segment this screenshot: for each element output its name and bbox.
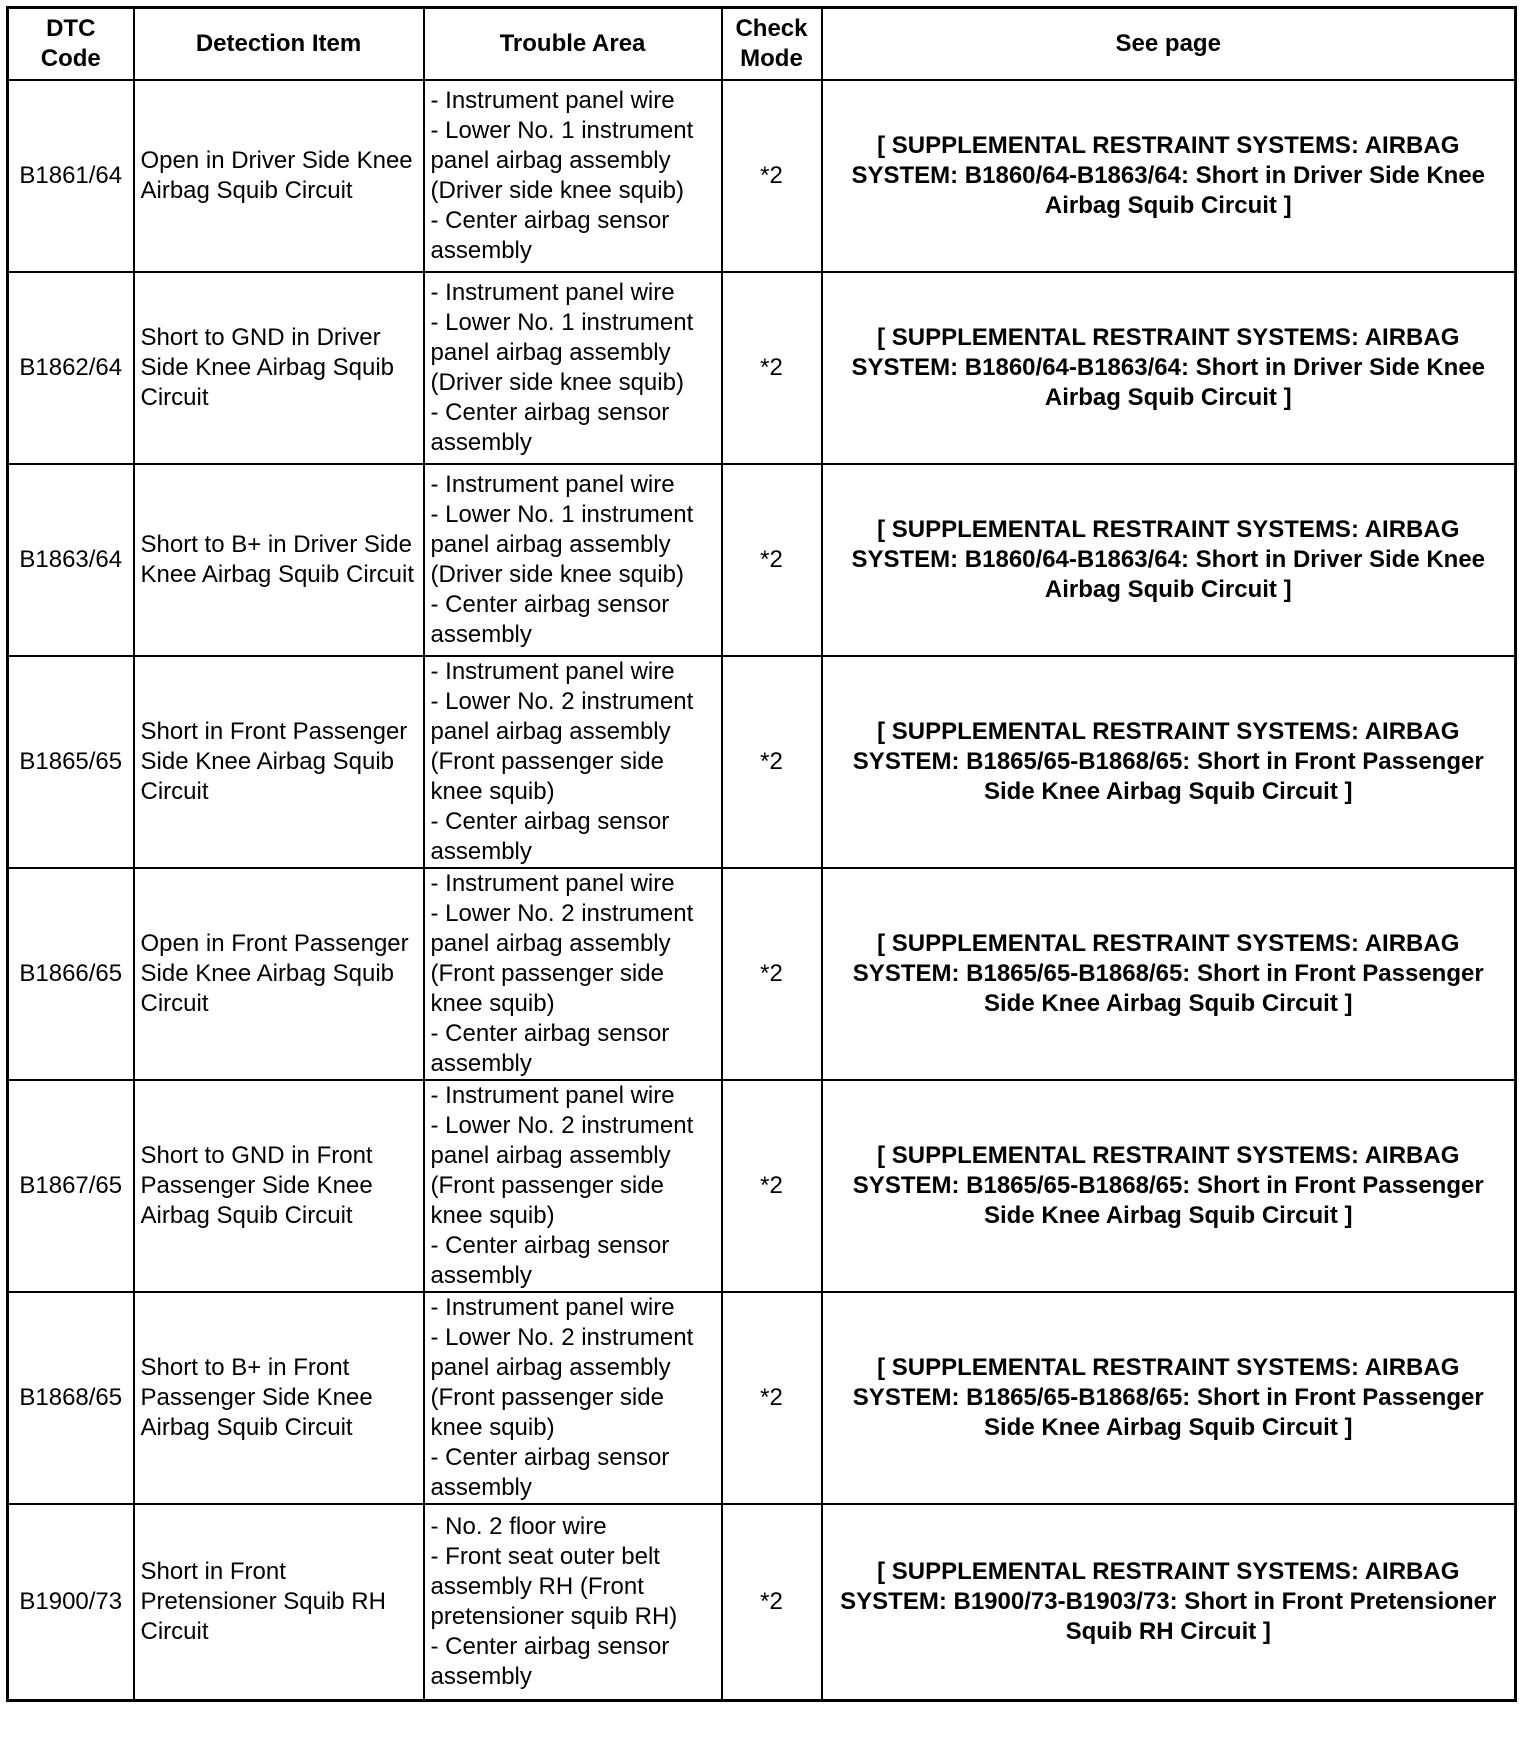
check-mode-cell: *2 — [722, 1504, 822, 1700]
detection-item-cell: Short to GND in Driver Side Knee Airbag Squib Circuit — [134, 272, 424, 464]
header-row — [8, 8, 1516, 81]
check-mode-cell: *2 — [722, 272, 822, 464]
trouble-area-cell: - Instrument panel wire - Lower No. 2 instrument panel airbag assembly (Front passenger side knee squib) - Center airbag sensor assembly — [424, 1292, 722, 1504]
detection-item-cell: Short to B+ in Driver Side Knee Airbag Squib Circuit — [134, 464, 424, 656]
header-detection-item: Detection Item — [134, 8, 424, 81]
detection-item-cell: Short in Front Pretensioner Squib RH Circuit — [134, 1504, 424, 1700]
table-row — [8, 1080, 1516, 1292]
detection-item-cell: Open in Driver Side Knee Airbag Squib Circuit — [134, 80, 424, 272]
table-row — [8, 1292, 1516, 1504]
dtc-code-cell: B1867/65 — [8, 1080, 134, 1292]
table-body — [8, 80, 1516, 1700]
header-dtc-code: DTC Code — [8, 8, 134, 81]
table-header — [8, 8, 1516, 81]
dtc-code-cell: B1863/64 — [8, 464, 134, 656]
see-page-cell[interactable]: [ SUPPLEMENTAL RESTRAINT SYSTEMS: AIRBAG SYSTEM: B1860/64-B1863/64: Short in Driver Side Knee Airbag Squib Circuit ] — [822, 80, 1516, 272]
trouble-area-cell: - Instrument panel wire - Lower No. 1 instrument panel airbag assembly (Driver side knee squib) - Center airbag sensor assembly — [424, 464, 722, 656]
dtc-code-cell: B1861/64 — [8, 80, 134, 272]
detection-item-cell: Open in Front Passenger Side Knee Airbag Squib Circuit — [134, 868, 424, 1080]
trouble-area-cell: - Instrument panel wire - Lower No. 2 instrument panel airbag assembly (Front passenger side knee squib) - Center airbag sensor assembly — [424, 1080, 722, 1292]
dtc-code-cell: B1868/65 — [8, 1292, 134, 1504]
trouble-area-cell: - Instrument panel wire - Lower No. 2 instrument panel airbag assembly (Front passenger side knee squib) - Center airbag sensor assembly — [424, 868, 722, 1080]
see-page-cell[interactable]: [ SUPPLEMENTAL RESTRAINT SYSTEMS: AIRBAG SYSTEM: B1900/73-B1903/73: Short in Front Pretensioner Squib RH Circuit ] — [822, 1504, 1516, 1700]
check-mode-cell: *2 — [722, 80, 822, 272]
detection-item-cell: Short in Front Passenger Side Knee Airbag Squib Circuit — [134, 656, 424, 868]
see-page-cell[interactable]: [ SUPPLEMENTAL RESTRAINT SYSTEMS: AIRBAG SYSTEM: B1860/64-B1863/64: Short in Driver Side Knee Airbag Squib Circuit ] — [822, 272, 1516, 464]
header-check-mode: Check Mode — [722, 8, 822, 81]
trouble-area-cell: - No. 2 floor wire - Front seat outer belt assembly RH (Front pretensioner squib RH) - Center airbag sensor assembly — [424, 1504, 722, 1700]
detection-item-cell: Short to B+ in Front Passenger Side Knee Airbag Squib Circuit — [134, 1292, 424, 1504]
dtc-code-cell: B1862/64 — [8, 272, 134, 464]
dtc-document — [6, 6, 1514, 1738]
dtc-code-cell: B1865/65 — [8, 656, 134, 868]
check-mode-cell: *2 — [722, 1080, 822, 1292]
trouble-area-cell: - Instrument panel wire - Lower No. 2 instrument panel airbag assembly (Front passenger side knee squib) - Center airbag sensor assembly — [424, 656, 722, 868]
dtc-table — [6, 6, 1517, 1702]
dtc-code-cell: B1866/65 — [8, 868, 134, 1080]
check-mode-cell: *2 — [722, 868, 822, 1080]
table-row — [8, 656, 1516, 868]
table-row — [8, 868, 1516, 1080]
see-page-cell[interactable]: [ SUPPLEMENTAL RESTRAINT SYSTEMS: AIRBAG SYSTEM: B1865/65-B1868/65: Short in Front Passenger Side Knee Airbag Squib Circuit ] — [822, 656, 1516, 868]
check-mode-cell: *2 — [722, 656, 822, 868]
see-page-cell[interactable]: [ SUPPLEMENTAL RESTRAINT SYSTEMS: AIRBAG SYSTEM: B1860/64-B1863/64: Short in Driver Side Knee Airbag Squib Circuit ] — [822, 464, 1516, 656]
see-page-cell[interactable]: [ SUPPLEMENTAL RESTRAINT SYSTEMS: AIRBAG SYSTEM: B1865/65-B1868/65: Short in Front Passenger Side Knee Airbag Squib Circuit ] — [822, 1292, 1516, 1504]
detection-item-cell: Short to GND in Front Passenger Side Knee Airbag Squib Circuit — [134, 1080, 424, 1292]
header-see-page: See page — [822, 8, 1516, 81]
see-page-cell[interactable]: [ SUPPLEMENTAL RESTRAINT SYSTEMS: AIRBAG SYSTEM: B1865/65-B1868/65: Short in Front Passenger Side Knee Airbag Squib Circuit ] — [822, 1080, 1516, 1292]
trouble-area-cell: - Instrument panel wire - Lower No. 1 instrument panel airbag assembly (Driver side knee squib) - Center airbag sensor assembly — [424, 272, 722, 464]
trouble-area-cell: - Instrument panel wire - Lower No. 1 instrument panel airbag assembly (Driver side knee squib) - Center airbag sensor assembly — [424, 80, 722, 272]
check-mode-cell: *2 — [722, 464, 822, 656]
table-row — [8, 272, 1516, 464]
header-trouble-area: Trouble Area — [424, 8, 722, 81]
table-row — [8, 464, 1516, 656]
table-row — [8, 1504, 1516, 1700]
see-page-cell[interactable]: [ SUPPLEMENTAL RESTRAINT SYSTEMS: AIRBAG SYSTEM: B1865/65-B1868/65: Short in Front Passenger Side Knee Airbag Squib Circuit ] — [822, 868, 1516, 1080]
table-row — [8, 80, 1516, 272]
check-mode-cell: *2 — [722, 1292, 822, 1504]
dtc-code-cell: B1900/73 — [8, 1504, 134, 1700]
